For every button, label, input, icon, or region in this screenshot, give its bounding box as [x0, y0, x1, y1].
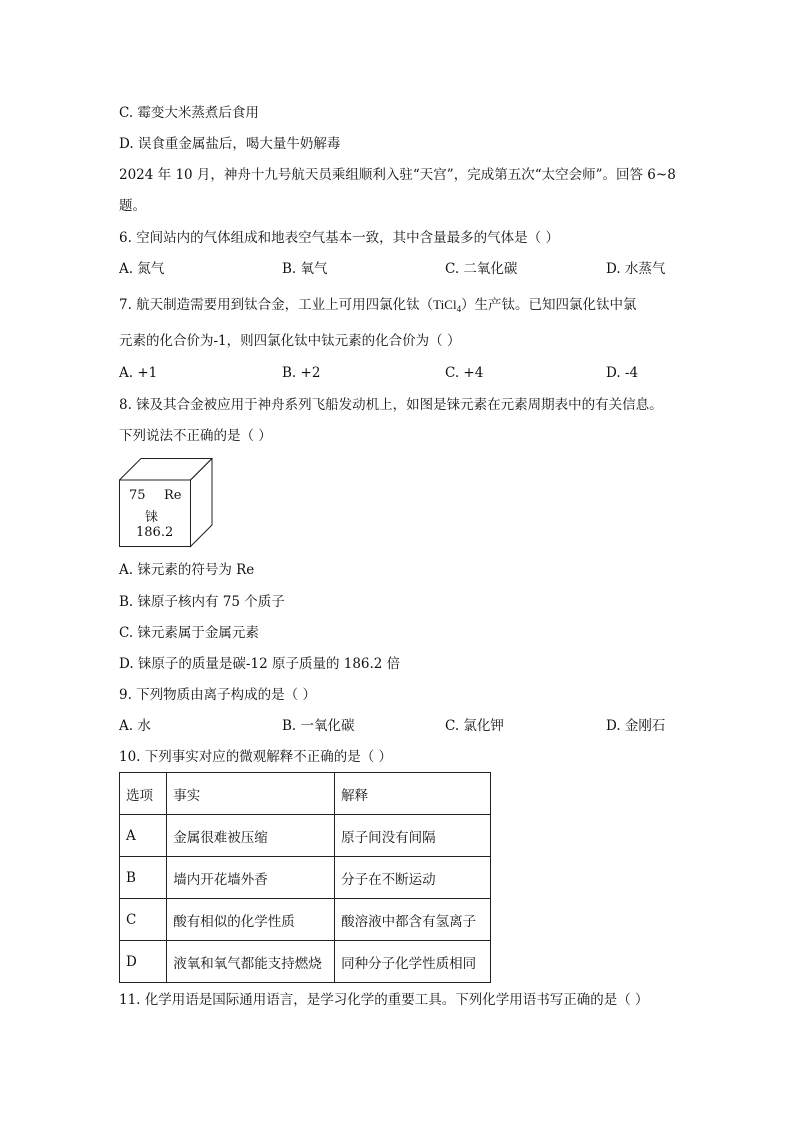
row-explanation: 原子间没有间隔	[335, 815, 491, 857]
table-row	[120, 941, 491, 983]
q8-option-c: C. 铼元素属于金属元素	[119, 625, 259, 641]
atomic-mass: 186.2	[136, 525, 174, 540]
row-fact: 酸有相似的化学性质	[167, 899, 335, 941]
q7-option-b: B. +2	[282, 365, 321, 381]
ticl4-formula	[433, 297, 461, 312]
q9-stem: 9. 下列物质由离子构成的是（ ）	[119, 687, 316, 703]
q5-option-c: C. 霉变大米蒸煮后食用	[119, 105, 259, 121]
row-option: B	[120, 857, 167, 899]
formula-base: TiCl	[433, 297, 457, 312]
table-row	[120, 899, 491, 941]
q9-options	[119, 717, 679, 735]
q6-option-d: D. 水蒸气	[606, 261, 666, 277]
row-fact: 金属很难被压缩	[167, 815, 335, 857]
table-row	[120, 815, 491, 857]
q5-option-d: D. 误食重金属盐后，喝大量牛奶解毒	[119, 136, 341, 152]
q8-option-b: B. 铼原子核内有 75 个质子	[119, 594, 285, 610]
table-row	[120, 857, 491, 899]
q7-stem-part-b: ）生产钛。已知四氯化钛中氯	[461, 297, 637, 313]
q9-option-a: A. 水	[119, 718, 151, 734]
q7-option-d: D. -4	[606, 365, 639, 381]
row-explanation: 同种分子化学性质相同	[335, 941, 491, 983]
q9-option-d: D. 金刚石	[606, 718, 666, 734]
q8-option-a: A. 铼元素的符号为 Re	[119, 562, 255, 578]
intro-line-1: 2024 年 10 月，神舟十九号航天员乘组顺利入驻“天宫”，完成第五次“太空会师”。回答 6~8	[119, 167, 676, 183]
q6-stem: 6. 空间站内的气体组成和地表空气基本一致，其中含量最多的气体是（ ）	[119, 230, 559, 246]
formula-subscript: 4	[456, 304, 462, 314]
element-cell-figure	[119, 458, 219, 550]
q6-option-b: B. 氧气	[282, 261, 328, 277]
q7-option-c: C. +4	[445, 365, 484, 381]
table-header-row	[120, 773, 491, 815]
q6-option-c: C. 二氧化碳	[445, 261, 518, 277]
q7-stem-part-a: 7. 航天制造需要用到钛合金，工业上可用四氯化钛（	[119, 297, 434, 313]
q7-option-a: A. +1	[119, 365, 158, 381]
row-option: C	[120, 899, 167, 941]
q9-option-c: C. 氯化钾	[445, 718, 504, 734]
header-explanation: 解释	[335, 773, 491, 815]
q6-option-a: A. 氮气	[119, 261, 165, 277]
q11-stem: 11. 化学用语是国际通用语言，是学习化学的重要工具。下列化学用语书写正确的是（ ）	[119, 992, 649, 1008]
atomic-number: 75	[129, 488, 146, 503]
row-fact: 液氧和氧气都能支持燃烧	[167, 941, 335, 983]
q7-options	[119, 364, 679, 382]
q8-stem-line-1: 8. 铼及其合金被应用于神舟系列飞船发动机上，如图是铼元素在元素周期表中的有关信息。	[119, 397, 663, 413]
facts-table	[119, 772, 491, 983]
element-name: 铼	[145, 510, 159, 525]
q8-option-d: D. 铼原子的质量是碳-12 原子质量的 186.2 倍	[119, 656, 401, 672]
header-option: 选项	[120, 773, 167, 815]
row-explanation: 分子在不断运动	[335, 857, 491, 899]
intro-line-2: 题。	[119, 198, 146, 214]
row-option: A	[120, 815, 167, 857]
q8-stem-line-2: 下列说法不正确的是（ ）	[119, 428, 272, 444]
q10-stem: 10. 下列事实对应的微观解释不正确的是（ ）	[119, 749, 393, 765]
q6-options	[119, 260, 679, 278]
row-explanation: 酸溶液中都含有氢离子	[335, 899, 491, 941]
element-symbol: Re	[164, 488, 182, 503]
row-fact: 墙内开花墙外香	[167, 857, 335, 899]
row-option: D	[120, 941, 167, 983]
header-fact: 事实	[167, 773, 335, 815]
q9-option-b: B. 一氧化碳	[282, 718, 355, 734]
q7-stem-line-1	[119, 296, 637, 318]
q7-stem-line-2: 元素的化合价为-1，则四氯化钛中钛元素的化合价为（ ）	[119, 333, 461, 349]
